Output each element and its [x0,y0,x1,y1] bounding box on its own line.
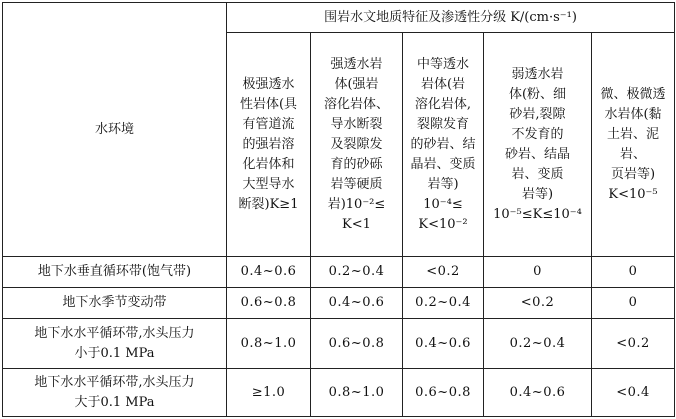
env-label: 地下水水平循环带,水头压力 大于0.1 MPa [3,369,227,417]
value-cell: 0 [484,257,592,288]
category-header-micro: 微、极微透 水岩体(黏 土岩、泥岩、 页岩等) K<10⁻⁵ [592,33,675,257]
row-header-water-environment: 水环境 [3,3,227,257]
value-cell: 0.8~1.0 [311,369,403,417]
category-header-very-strong: 极强透水 性岩体(具 有管道流 的强岩溶 化岩体和 大型导水 断裂)K≥1 [227,33,311,257]
table-row [3,288,675,319]
env-label: 地下水季节变动带 [3,288,227,319]
category-header-strong: 强透水岩 体(强岩 溶化岩体、 导水断裂 及裂隙发 育的砂砾 岩等硬质 岩)10⁻²≤ K<1 [311,33,403,257]
value-cell: 0.6~0.8 [403,369,484,417]
category-header-weak: 弱透水岩 体(粉、细 砂岩,裂隙 不发育的 砂岩、结晶 岩、变质 岩等) 10⁻⁵≤K≤10⁻⁴ [484,33,592,257]
env-label: 地下水水平循环带,水头压力 小于0.1 MPa [3,319,227,369]
value-cell: 0.4~0.6 [403,319,484,369]
value-cell: 0.4~0.6 [227,257,311,288]
table-row [3,319,675,369]
value-cell: 0 [592,257,675,288]
value-cell: <0.2 [403,257,484,288]
value-cell: 0.2~0.4 [403,288,484,319]
value-cell: 0.8~1.0 [227,319,311,369]
value-cell: <0.4 [592,369,675,417]
value-cell: <0.2 [484,288,592,319]
permeability-classification-table [2,2,675,417]
table-row [3,257,675,288]
value-cell: 0.2~0.4 [311,257,403,288]
value-cell: 0.4~0.6 [484,369,592,417]
value-cell: 0.4~0.6 [311,288,403,319]
value-cell: <0.2 [592,319,675,369]
value-cell: 0 [592,288,675,319]
value-cell: 0.6~0.8 [227,288,311,319]
env-label: 地下水垂直循环带(饱气带) [3,257,227,288]
group-header-permeability: 围岩水文地质特征及渗透性分级 K/(cm·s⁻¹) [227,3,675,33]
value-cell: 0.2~0.4 [484,319,592,369]
value-cell: ≥1.0 [227,369,311,417]
value-cell: 0.6~0.8 [311,319,403,369]
header-row-group [3,3,675,33]
category-header-medium: 中等透水 岩体(岩 溶化岩体, 裂隙发育 的砂岩、结 晶岩、变质 岩等) 10⁻⁴≤ K<10⁻² [403,33,484,257]
table-row [3,369,675,417]
